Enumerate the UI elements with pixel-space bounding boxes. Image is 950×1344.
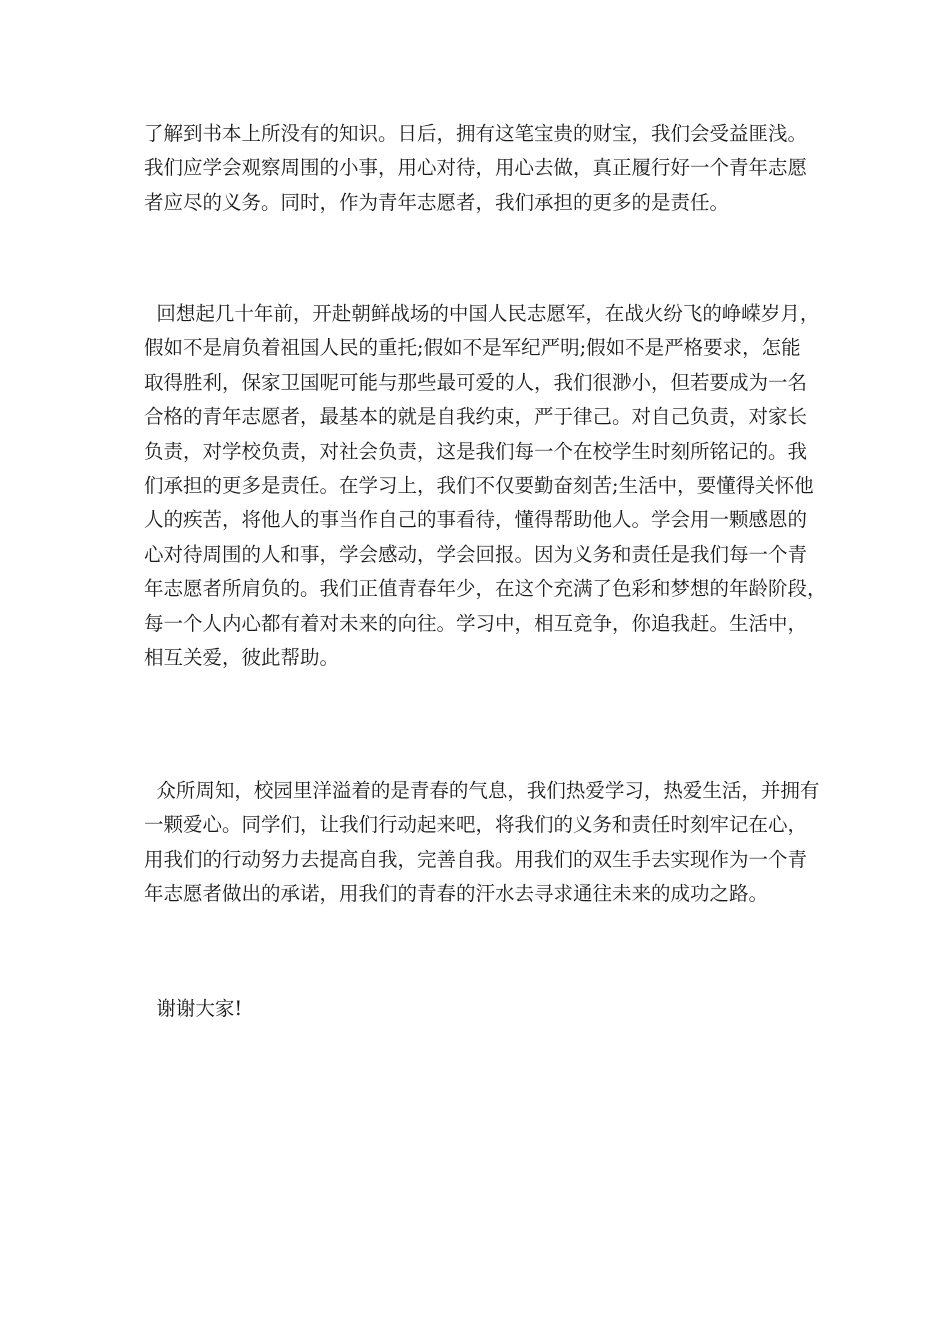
text-line: 谢谢大家!	[144, 997, 243, 1020]
text-line: 回想起几十年前，开赴朝鲜战场的中国人民志愿军，在战火纷飞的峥嵘岁月，	[144, 302, 820, 325]
text-line: 用我们的行动努力去提高自我，完善自我。用我们的双生手去实现作为一个青	[144, 847, 808, 871]
text-line: 心对待周围的人和事，学会感动，学会回报。因为义务和责任是我们每一个青	[144, 542, 808, 566]
text-line: 每一个人内心都有着对未来的向往。学习中，相互竞争，你追我赶。生活中，	[144, 611, 808, 635]
text-line: 一颗爱心。同学们，让我们行动起来吧，将我们的义务和责任时刻牢记在心，	[144, 813, 808, 837]
paragraph-closing-thanks	[144, 992, 824, 1026]
text-line: 人的疾苦，将他人的事当作自己的事看待，懂得帮助他人。学会用一颗感恩的	[144, 508, 808, 532]
text-line: 合格的青年志愿者，最基本的就是自我约束，严于律己。对自己负责，对家长	[144, 405, 808, 429]
text-line: 者应尽的义务。同时，作为青年志愿者，我们承担的更多的是责任。	[144, 190, 730, 214]
text-line: 假如不是肩负着祖国人民的重托;假如不是军纪严明;假如不是严格要求，怎能	[144, 336, 801, 360]
paragraph-knowledge-and-responsibility	[144, 117, 824, 220]
text-line: 年志愿者所肩负的。我们正值青春年少，在这个充满了色彩和梦想的年龄阶段，	[144, 577, 827, 601]
paragraph-volunteer-army-history	[144, 297, 827, 675]
text-line: 们承担的更多是责任。在学习上，我们不仅要勤奋刻苦;生活中，要懂得关怀他	[144, 473, 814, 497]
text-line: 众所周知，校园里洋溢着的是青春的气息，我们热爱学习，热爱生活，并拥有	[144, 779, 820, 802]
text-line: 负责，对学校负责，对社会负责，这是我们每一个在校学生时刻所铭记的。我	[144, 439, 808, 463]
paragraph-campus-youth	[144, 774, 824, 912]
text-line: 年志愿者做出的承诺，用我们的青春的汗水去寻求通往未来的成功之路。	[144, 882, 769, 906]
text-line: 取得胜利，保家卫国呢可能与那些最可爱的人，我们很渺小，但若要成为一名	[144, 370, 808, 394]
text-line: 我们应学会观察周围的小事，用心对待，用心去做，真正履行好一个青年志愿	[144, 156, 808, 180]
text-line: 了解到书本上所没有的知识。日后，拥有这笔宝贵的财宝，我们会受益匪浅。	[144, 122, 808, 145]
text-line: 相互关爱，彼此帮助。	[144, 645, 340, 669]
